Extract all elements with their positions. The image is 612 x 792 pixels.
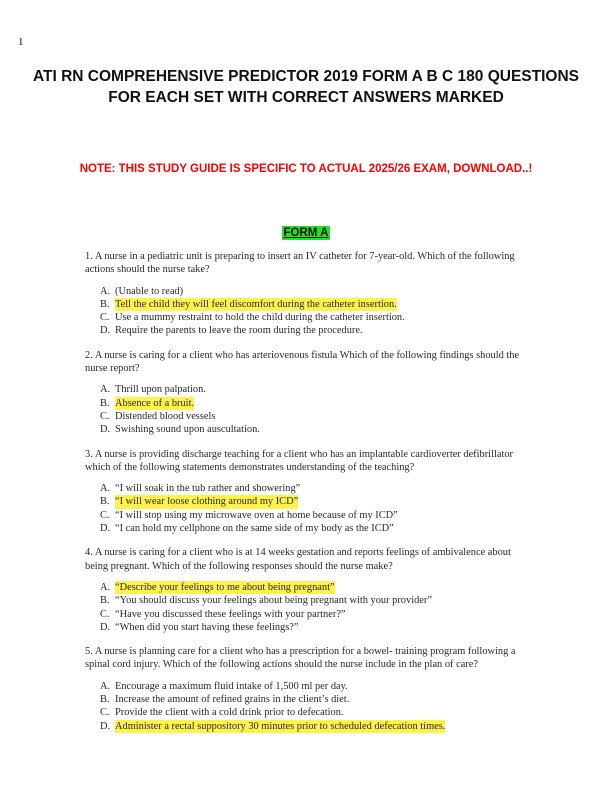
option-letter: C. [100,509,110,521]
question-stem: 3. A nurse is providing discharge teaching for a client who has an implantable cardioverter defibrillator which of the following statements demonstrates understanding of the teaching? [85,448,513,473]
answer-option [100,680,525,693]
document-title: ATI RN COMPREHENSIVE PREDICTOR 2019 FORM A B C 180 QUESTIONS FOR EACH SET WITH CORRECT ANSWERS MARKED [32,68,580,106]
option-text: Use a mummy restraint to hold the child during the catheter insertion. [115,312,405,324]
option-letter: D. [100,424,111,436]
option-text: “Have you discussed these feelings with your partner?” [115,608,346,620]
option-letter: C. [100,312,110,324]
option-letter: B. [100,694,110,706]
option-text: “I can hold my cellphone on the same side of my body as the ICD” [115,523,394,535]
correct-answer-highlight: Absence of a bruit. [115,397,195,409]
option-letter: A. [100,384,111,396]
answer-option-correct [100,397,525,410]
answer-option [100,621,525,634]
answer-option [100,285,525,298]
option-text: Encourage a maximum fluid intake of 1,500 ml per day. [115,680,348,692]
option-letter: A. [100,581,111,593]
option-text: Distended blood vessels [115,410,216,422]
answer-option [100,410,525,423]
form-label: FORM A [283,227,329,239]
question-stem: 5. A nurse is planning care for a client who has a prescription for a bowel- training program following a spinal cord injury. Which of the following actions should the nurse include in the plan of care? [85,646,516,671]
option-letter: B. [100,496,110,508]
option-text: Increase the amount of refined grains in the client’s diet. [115,694,350,706]
answer-option [100,706,525,719]
answer-option [100,608,525,621]
answer-option-correct [100,298,525,311]
option-text: “I will soak in the tub rather and showering” [115,483,301,495]
answer-option-correct [100,495,525,508]
answer-options [100,285,525,338]
option-letter: C. [100,410,110,422]
answer-options [100,482,525,535]
option-text: “I will stop using my microwave oven at home because of my ICD” [115,509,398,521]
answer-option-correct [100,581,525,594]
answer-options [100,383,525,436]
answer-options [100,680,525,733]
answer-option [100,693,525,706]
question-block [85,448,525,536]
correct-answer-highlight: “I will wear loose clothing around my ICD” [115,496,299,508]
correct-answer-highlight: Administer a rectal suppository 30 minutes prior to scheduled defecation times. [115,720,446,732]
answer-option [100,311,525,324]
question-block [85,546,525,634]
answer-option [100,482,525,495]
question-block [85,250,525,338]
option-letter: B. [100,397,110,409]
question-block [85,349,525,437]
option-letter: C. [100,608,110,620]
option-letter: D. [100,621,111,633]
option-letter: A. [100,285,111,297]
option-text: (Unable to read) [115,285,184,297]
answer-option [100,509,525,522]
exam-note: NOTE: THIS STUDY GUIDE IS SPECIFIC TO ACTUAL 2025/26 EXAM, DOWNLOAD..! [79,163,533,175]
correct-answer-highlight: “Describe your feelings to me about being pregnant” [115,581,335,593]
page-number: 1 [18,36,24,48]
correct-answer-highlight: Tell the child they will feel discomfort during the catheter insertion. [115,298,397,310]
option-letter: D. [100,720,111,732]
question-stem: 4. A nurse is caring for a client who is at 14 weeks gestation and reports feelings of ambivalence about being pregnant. Which of the following responses should the nurse make? [85,547,511,572]
option-letter: B. [100,595,110,607]
answer-option [100,383,525,396]
option-text: Swishing sound upon auscultation. [115,424,260,436]
option-text: Require the parents to leave the room during the procedure. [115,325,363,337]
answer-option-correct [100,720,525,733]
answer-options [100,581,525,634]
option-letter: B. [100,298,110,310]
option-text: “You should discuss your feelings about being pregnant with your provider” [115,595,432,607]
option-letter: D. [100,523,111,535]
question-stem: 1. A nurse in a pediatric unit is preparing to insert an IV catheter for 7-year-old. Which of the following actions should the nurse take? [85,251,515,276]
option-letter: C. [100,707,110,719]
option-letter: A. [100,680,111,692]
option-text: “When did you start having these feelings?” [115,621,299,633]
option-text: Thrill upon palpation. [115,384,206,396]
option-text: Provide the client with a cold drink prior to defecation. [115,707,344,719]
answer-option [100,324,525,337]
option-letter: A. [100,483,111,495]
question-stem: 2. A nurse is caring for a client who has arteriovenous fistula Which of the following findings should the nurse report? [85,349,520,375]
option-letter: D. [100,325,111,337]
question-list [85,250,525,744]
form-label-row [0,223,612,241]
answer-option [100,594,525,607]
question-block [85,645,525,733]
answer-option [100,423,525,436]
answer-option [100,522,525,535]
